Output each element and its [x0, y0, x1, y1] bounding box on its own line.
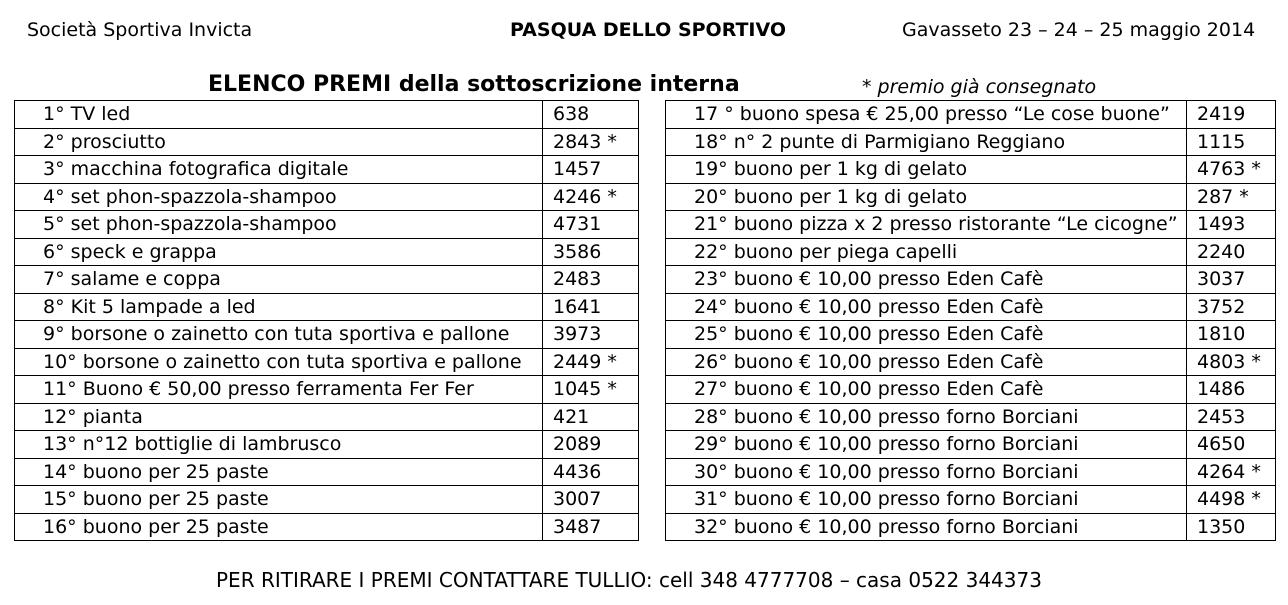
ticket-number: 4246 * [543, 183, 639, 211]
ticket-number: 638 [543, 101, 639, 129]
prize-description: 19° buono per 1 kg di gelato [666, 156, 1187, 184]
prize-description: 15° buono per 25 paste [15, 486, 543, 514]
table-row [15, 293, 639, 321]
table-row [666, 293, 1276, 321]
table-row [15, 376, 639, 404]
ticket-number: 3586 [543, 238, 639, 266]
ticket-number: 287 * [1187, 183, 1276, 211]
ticket-number: 421 [543, 403, 639, 431]
table-row [666, 403, 1276, 431]
prize-description: 10° borsone o zainetto con tuta sportiva e pallone [15, 348, 543, 376]
ticket-number: 1350 [1187, 513, 1276, 541]
table-row [666, 321, 1276, 349]
prize-description: 11° Buono € 50,00 presso ferramenta Fer Fer [15, 376, 543, 404]
header-date-place: Gavasseto 23 – 24 – 25 maggio 2014 [902, 19, 1256, 41]
prize-description: 6° speck e grappa [15, 238, 543, 266]
prize-description: 31° buono € 10,00 presso forno Borciani [666, 486, 1187, 514]
ticket-number: 4803 * [1187, 348, 1276, 376]
footer-contact: PER RITIRARE I PREMI CONTATTARE TULLIO: cell 348 4777708 – casa 0522 344373 [216, 568, 1042, 592]
ticket-number: 3752 [1187, 293, 1276, 321]
table-row [15, 486, 639, 514]
ticket-number: 3973 [543, 321, 639, 349]
table-row [15, 266, 639, 294]
prize-description: 27° buono € 10,00 presso Eden Cafè [666, 376, 1187, 404]
legend-note: * premio già consegnato [862, 76, 1097, 98]
prize-description: 5° set phon-spazzola-shampoo [15, 211, 543, 239]
table-row [666, 486, 1276, 514]
prize-description: 4° set phon-spazzola-shampoo [15, 183, 543, 211]
table-row [666, 431, 1276, 459]
table-row [15, 348, 639, 376]
header-event-title: PASQUA DELLO SPORTIVO [510, 19, 787, 41]
prize-description: 25° buono € 10,00 presso Eden Cafè [666, 321, 1187, 349]
ticket-number: 2483 [543, 266, 639, 294]
prize-description: 23° buono € 10,00 presso Eden Cafè [666, 266, 1187, 294]
table-row [15, 211, 639, 239]
header-organization: Società Sportiva Invicta [27, 19, 253, 41]
prize-description: 3° macchina fotografica digitale [15, 156, 543, 184]
prize-description: 16° buono per 25 paste [15, 513, 543, 541]
ticket-number: 4650 [1187, 431, 1276, 459]
prize-description: 28° buono € 10,00 presso forno Borciani [666, 403, 1187, 431]
table-row [15, 431, 639, 459]
table-row [15, 458, 639, 486]
prize-description: 21° buono pizza x 2 presso ristorante “Le cicogne” [666, 211, 1187, 239]
ticket-number: 2089 [543, 431, 639, 459]
prize-description: 13° n°12 bottiglie di lambrusco [15, 431, 543, 459]
prize-description: 26° buono € 10,00 presso Eden Cafè [666, 348, 1187, 376]
table-row [15, 156, 639, 184]
ticket-number: 2453 [1187, 403, 1276, 431]
ticket-number: 2419 [1187, 101, 1276, 129]
ticket-number: 2843 * [543, 128, 639, 156]
prize-description: 14° buono per 25 paste [15, 458, 543, 486]
ticket-number: 4731 [543, 211, 639, 239]
prize-description: 20° buono per 1 kg di gelato [666, 183, 1187, 211]
ticket-number: 4436 [543, 458, 639, 486]
prize-description: 2° prosciutto [15, 128, 543, 156]
table-row [666, 513, 1276, 541]
ticket-number: 1457 [543, 156, 639, 184]
table-row [666, 211, 1276, 239]
ticket-number: 4498 * [1187, 486, 1276, 514]
table-row [15, 403, 639, 431]
table-row [666, 156, 1276, 184]
ticket-number: 1810 [1187, 321, 1276, 349]
table-row [666, 101, 1276, 129]
table-row [15, 183, 639, 211]
ticket-number: 2449 * [543, 348, 639, 376]
table-row [666, 376, 1276, 404]
prize-description: 9° borsone o zainetto con tuta sportiva e pallone [15, 321, 543, 349]
ticket-number: 1045 * [543, 376, 639, 404]
table-row [666, 183, 1276, 211]
page-title: ELENCO PREMI della sottoscrizione interna [208, 72, 740, 97]
ticket-number: 2240 [1187, 238, 1276, 266]
prize-description: 30° buono € 10,00 presso forno Borciani [666, 458, 1187, 486]
ticket-number: 1486 [1187, 376, 1276, 404]
ticket-number: 3007 [543, 486, 639, 514]
prize-description: 22° buono per piega capelli [666, 238, 1187, 266]
prize-description: 1° TV led [15, 101, 543, 129]
prize-description: 8° Kit 5 lampade a led [15, 293, 543, 321]
table-row [666, 348, 1276, 376]
ticket-number: 4763 * [1187, 156, 1276, 184]
ticket-number: 1641 [543, 293, 639, 321]
prize-description: 18° n° 2 punte di Parmigiano Reggiano [666, 128, 1187, 156]
ticket-number: 3037 [1187, 266, 1276, 294]
prize-table-right [665, 100, 1276, 541]
prize-description: 12° pianta [15, 403, 543, 431]
table-row [666, 128, 1276, 156]
table-row [666, 238, 1276, 266]
table-row [15, 321, 639, 349]
ticket-number: 4264 * [1187, 458, 1276, 486]
prize-description: 32° buono € 10,00 presso forno Borciani [666, 513, 1187, 541]
ticket-number: 1115 [1187, 128, 1276, 156]
ticket-number: 3487 [543, 513, 639, 541]
table-row [666, 458, 1276, 486]
prize-description: 29° buono € 10,00 presso forno Borciani [666, 431, 1187, 459]
prize-description: 17 ° buono spesa € 25,00 presso “Le cose buone” [666, 101, 1187, 129]
prize-table-left [14, 100, 639, 541]
ticket-number: 1493 [1187, 211, 1276, 239]
prize-description: 7° salame e coppa [15, 266, 543, 294]
prize-description: 24° buono € 10,00 presso Eden Cafè [666, 293, 1187, 321]
table-row [15, 128, 639, 156]
table-row [15, 238, 639, 266]
table-row [15, 513, 639, 541]
table-row [666, 266, 1276, 294]
table-row [15, 101, 639, 129]
